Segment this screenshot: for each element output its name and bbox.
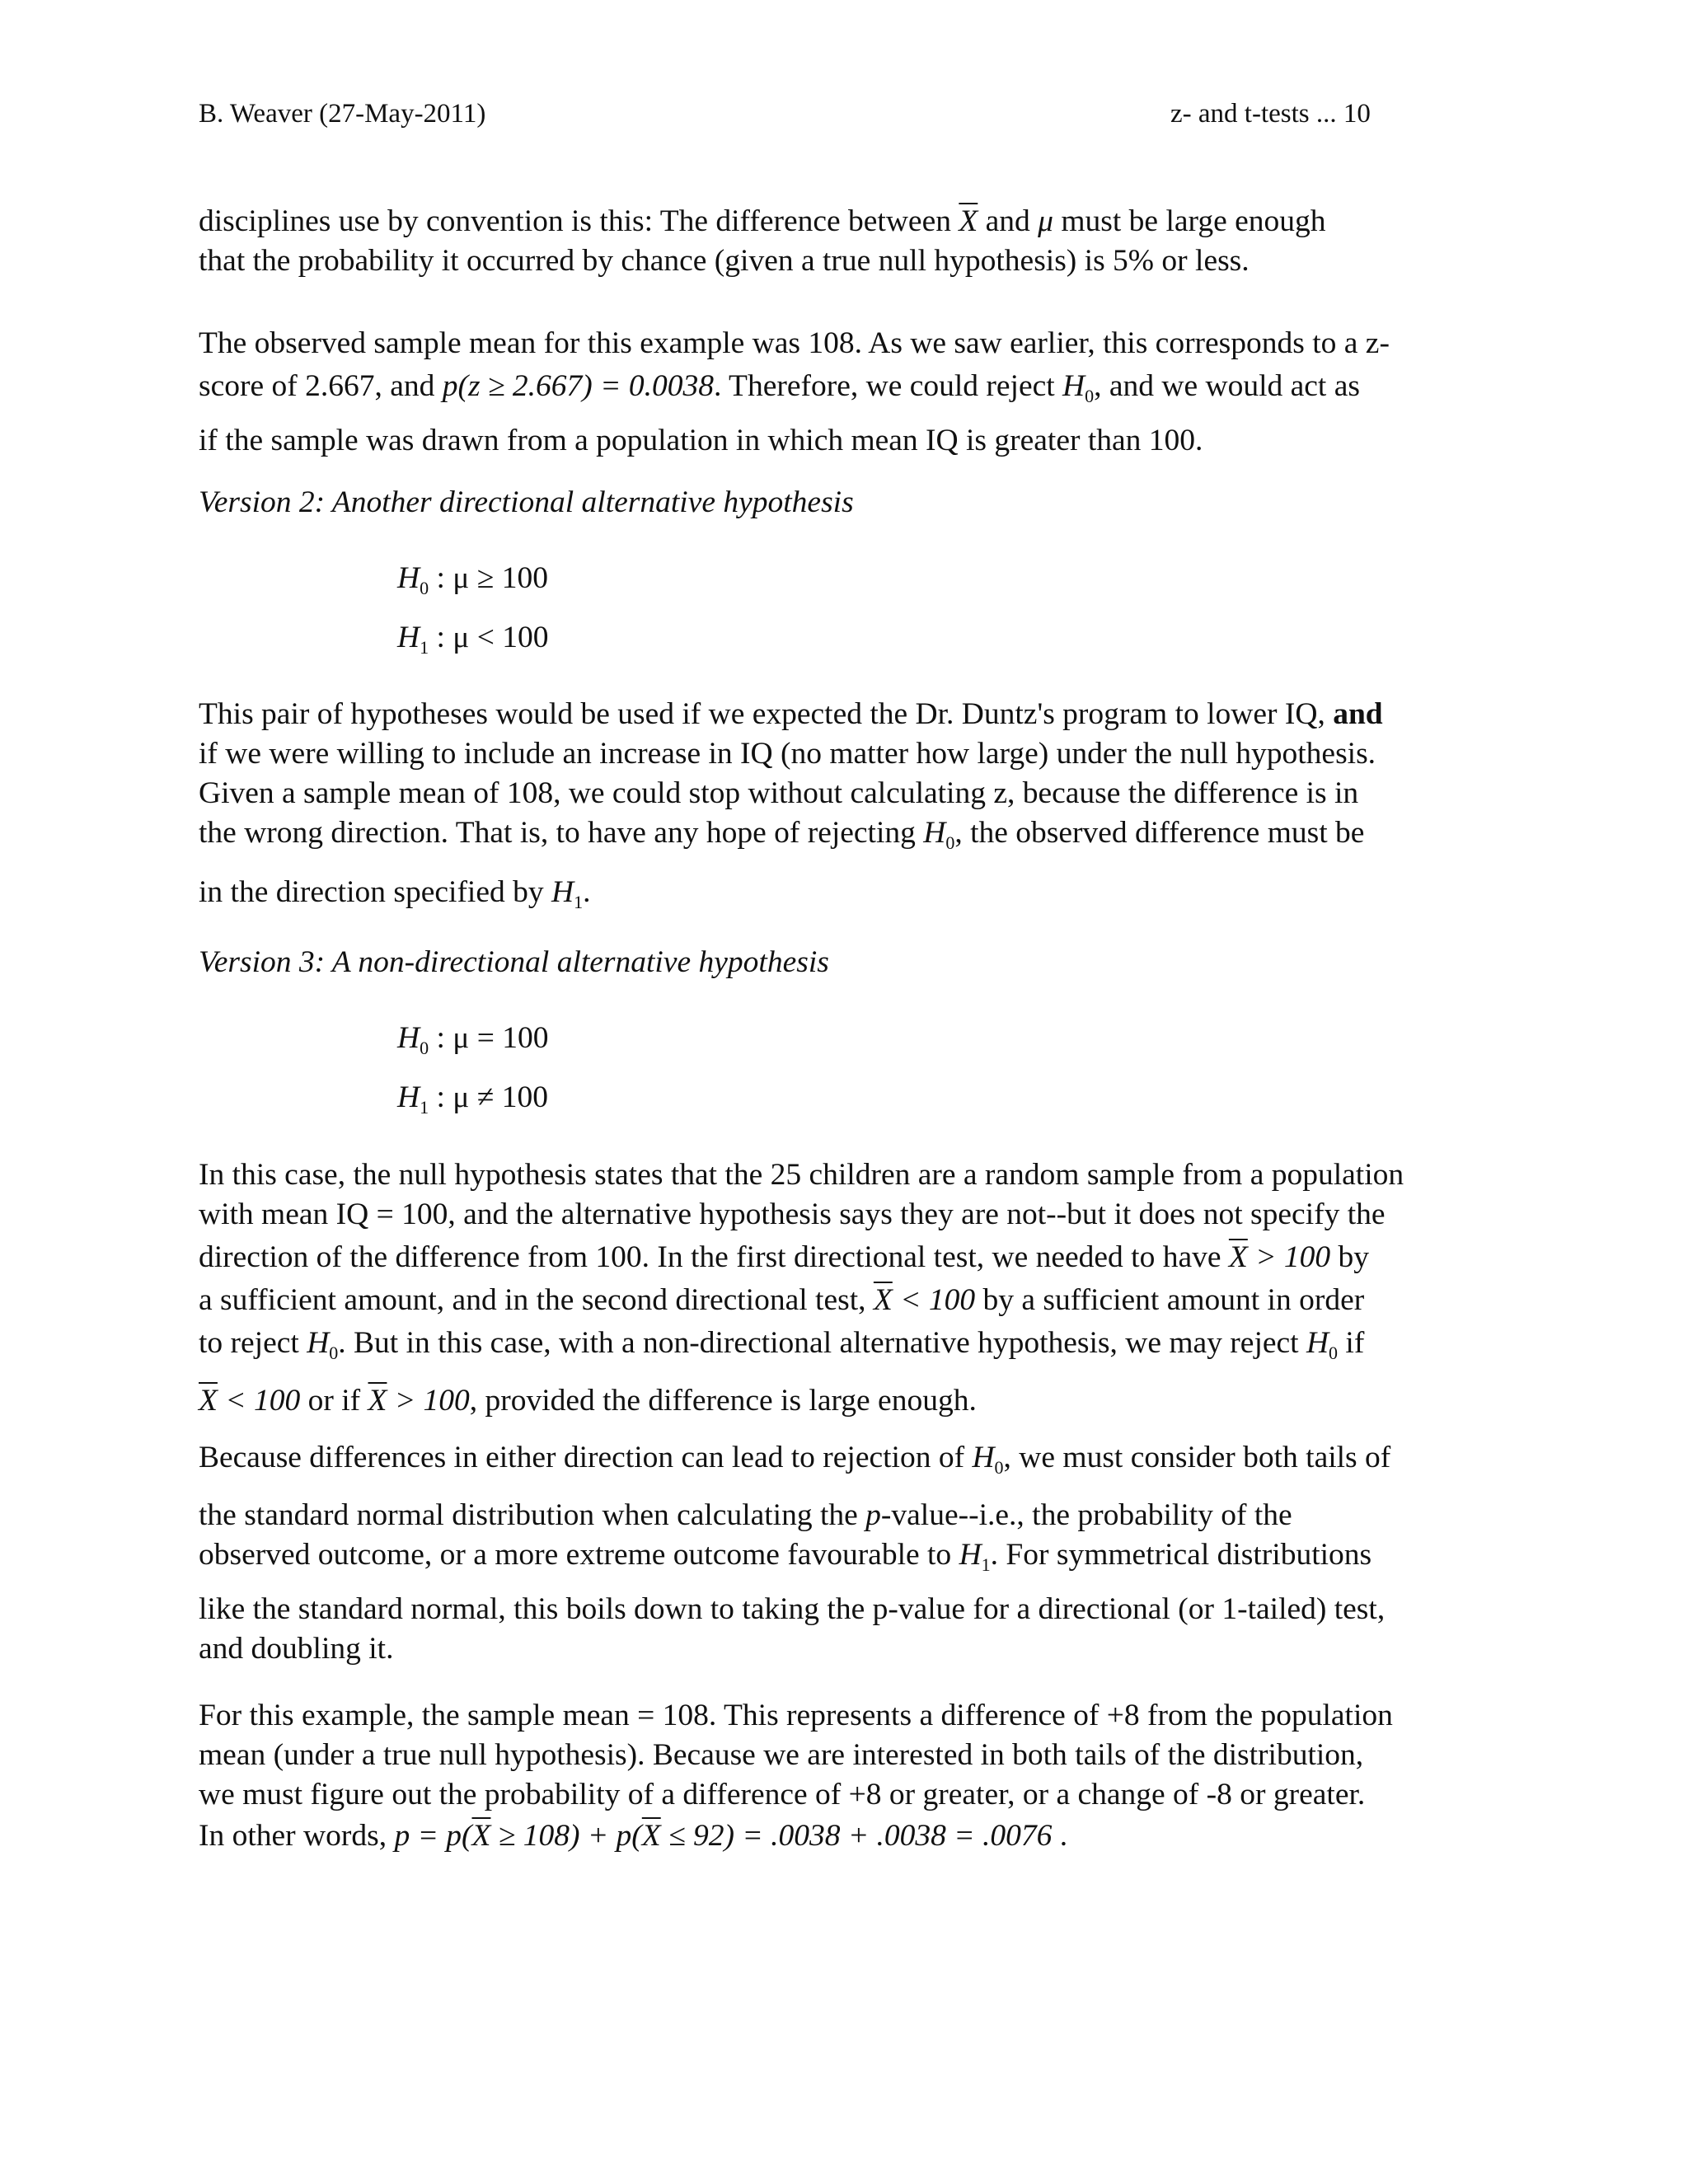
paragraph-convention (199, 202, 1501, 281)
hypothesis-symbol: $H_0$ (972, 1441, 1004, 1478)
p-value-equation: $p = p(\overline{X} \ge 108) + p(\overline{X} \le 92) = .0038 + .0038 = .0076$ (394, 1819, 1053, 1853)
paragraph-line: The observed sample mean for this example was 108. As we saw earlier, this corresponds to a z- (199, 326, 1390, 360)
paragraph-line: to reject $H_0$. But in this case, with a non-directional alternative hypothesis, we may reject $H_0$ if (199, 1326, 1365, 1363)
mu-symbol: μ (1038, 204, 1053, 238)
paragraph-line: $\overline{X} < 100$ or if $\overline{X} > 100$, provided the difference is large enough. (199, 1384, 977, 1418)
null-hypothesis: $H_0$ : μ = 100 (397, 1021, 549, 1058)
paragraph-line: with mean IQ = 100, and the alternative hypothesis says they are not--but it does not specify the (199, 1197, 1386, 1231)
sample-mean-symbol: $\overline{X}$ (959, 204, 978, 238)
paragraph-observed-mean (199, 324, 1501, 461)
paragraph-line: we must figure out the probability of a difference of +8 or greater, or a change of -8 or greater. (199, 1778, 1366, 1811)
paragraph-line: observed outcome, or a more extreme outcome favourable to $H_1$. For symmetrical distributions (199, 1538, 1372, 1575)
paragraph-two-tails (199, 1438, 1501, 1669)
hypothesis-symbol: $H_0$ (1306, 1326, 1339, 1363)
hypothesis-symbol: $H_0$ (1062, 369, 1095, 406)
paragraph-line: if the sample was drawn from a population in which mean IQ is greater than 100. (199, 424, 1203, 457)
paragraph-line: and doubling it. (199, 1632, 394, 1666)
header-page-title: z- and t-tests ... 10 (1170, 99, 1371, 129)
paragraph-line: Because differences in either direction can lead to rejection of $H_0$, we must consider both tails of (199, 1441, 1391, 1478)
section-heading-version-3: Version 3: A non-directional alternative hypothesis (199, 945, 829, 979)
paragraph-line: In this case, the null hypothesis states that the 25 children are a random sample from a population (199, 1158, 1404, 1192)
paragraph-line: the wrong direction. That is, to have any hope of rejecting $H_0$, the observed difference must be (199, 816, 1365, 853)
paragraph-line: This pair of hypotheses would be used if we expected the Dr. Duntz's program to lower IQ, and (199, 697, 1383, 731)
probability-expression: p(z ≥ 2.667) = 0.0038 (442, 369, 714, 403)
paragraph-line: score of 2.667, and p(z ≥ 2.667) = 0.0038. Therefore, we could reject $H_0$, and we would act as (199, 369, 1360, 406)
header-author-date: B. Weaver (27-May-2011) (199, 99, 486, 129)
paragraph-line: if we were willing to include an increase in IQ (no matter how large) under the null hypothesis. (199, 737, 1376, 771)
hypothesis-symbol: $H_0$ (923, 816, 955, 853)
paragraph-line: direction of the difference from 100. In the first directional test, we needed to have $\overline{X} > 100$ by (199, 1240, 1369, 1274)
hypothesis-symbol: $H_0$ (307, 1326, 339, 1363)
null-hypothesis: $H_0$ : μ ≥ 100 (397, 561, 548, 598)
paragraph-line: in the direction specified by $H_1$. (199, 875, 591, 912)
alternative-hypothesis: $H_1$ : μ < 100 (397, 621, 549, 658)
paragraph-line: a sufficient amount, and in the second directional test, $\overline{X} < 100$ by a sufficient amount in order (199, 1283, 1365, 1317)
paragraph-line: For this example, the sample mean = 108. This represents a difference of +8 from the population (199, 1699, 1393, 1732)
paragraph-example-calculation (199, 1696, 1501, 1856)
paragraph-line: that the probability it occurred by chance (given a true null hypothesis) is 5% or less. (199, 244, 1250, 278)
hypothesis-symbol: $H_1$ (959, 1538, 991, 1575)
hypothesis-symbol: $H_1$ (551, 875, 584, 912)
alternative-hypothesis: $H_1$ : μ ≠ 100 (397, 1080, 548, 1118)
paragraph-line: disciplines use by convention is this: The difference between $\overline{X}$ and μ must be large enough (199, 204, 1326, 238)
hypothesis-block-version-3 (397, 1014, 549, 1132)
paragraph-non-directional (199, 1155, 1501, 1421)
hypothesis-block-version-2 (397, 554, 549, 673)
section-heading-version-2: Version 2: Another directional alternative hypothesis (199, 485, 854, 519)
paragraph-line: the standard normal distribution when calculating the p-value--i.e., the probability of the (199, 1498, 1292, 1532)
paragraph-line: In other words, $p = p(\overline{X} \ge 108) + p(\overline{X} \le 92) = .0038 + .0038 = .0076$ . (199, 1819, 1068, 1853)
paragraph-version-2-explanation (199, 695, 1501, 922)
paragraph-line: like the standard normal, this boils down to taking the p-value for a directional (or 1-tailed) test, (199, 1592, 1386, 1626)
paragraph-line: Given a sample mean of 108, we could stop without calculating z, because the difference is in (199, 776, 1359, 810)
paragraph-line: mean (under a true null hypothesis). Because we are interested in both tails of the distribution, (199, 1738, 1364, 1772)
